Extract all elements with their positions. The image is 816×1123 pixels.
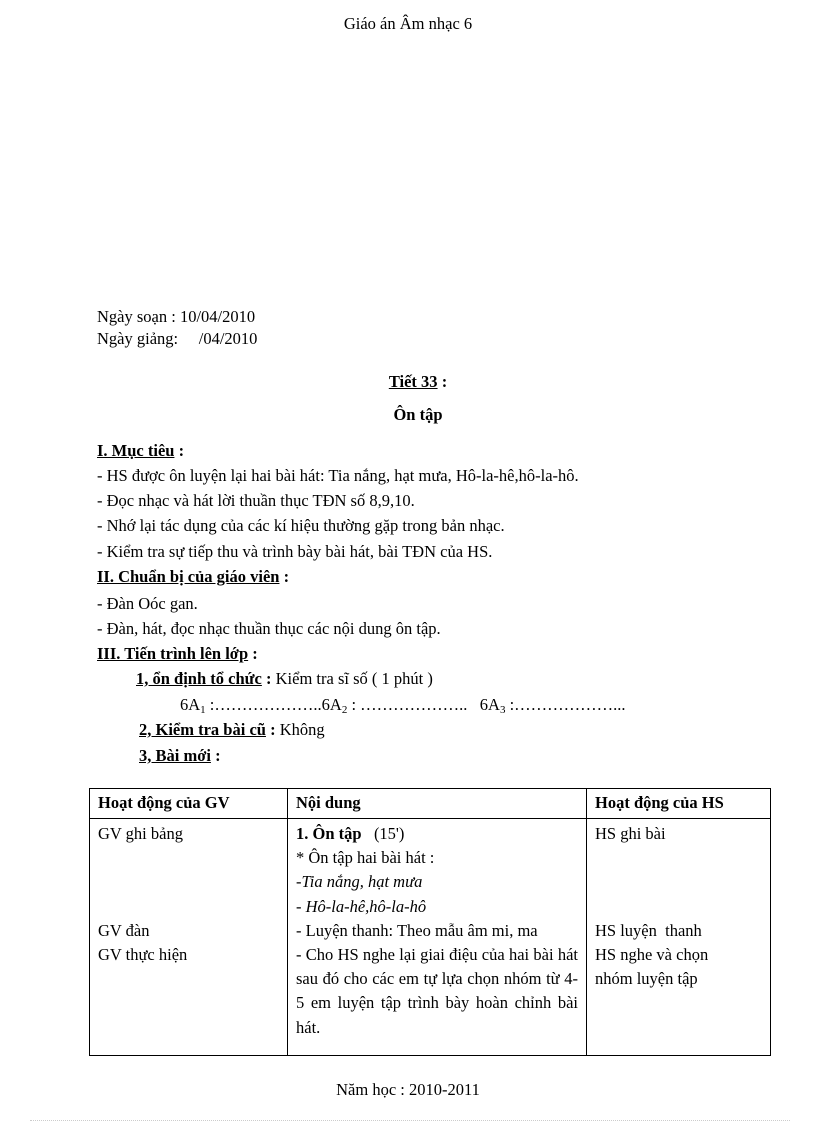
on-dinh-text: Kiểm tra sĩ số ( 1 phút )	[275, 669, 433, 688]
tien-trinh-heading	[97, 644, 258, 664]
muc-tieu-item: - Kiểm tra sự tiếp thu và trình bày bài hát, bài TĐN của HS.	[97, 542, 493, 561]
lesson-table	[89, 788, 771, 1056]
lesson-number-text: Tiết 33	[388, 372, 438, 391]
muc-tieu-item: - Đọc nhạc và hát lời thuần thục TĐN số 8,9,10.	[97, 491, 415, 510]
kiem-tra-label: 2, Kiểm tra bài cũ	[139, 720, 266, 739]
page-bottom-rule	[30, 1120, 790, 1121]
bai-moi-label: 3, Bài mới	[139, 746, 211, 765]
on-dinh-suffix: :	[261, 669, 276, 688]
ngay-giang: Ngày giảng: /04/2010	[97, 329, 258, 348]
gv-line: GV ghi bảng	[98, 824, 183, 843]
hs-cell	[587, 819, 771, 1056]
page-footer: Năm học : 2010-2011	[336, 1080, 480, 1099]
gv-line: GV thực hiện	[98, 945, 188, 964]
class-attendance	[180, 695, 626, 716]
nd-time: (15')	[361, 824, 405, 843]
header-gv: Hoạt động của GV	[90, 789, 288, 819]
muc-tieu-heading	[97, 441, 184, 461]
table-row	[90, 819, 771, 1056]
lesson-number	[0, 372, 816, 392]
page-header: Giáo án Âm nhạc 6	[343, 14, 473, 33]
kiem-tra-bai-cu	[139, 720, 325, 740]
nd-title: 1. Ôn tập	[296, 824, 362, 843]
lesson-number-suffix: :	[437, 372, 448, 391]
noi-dung-cell	[288, 819, 587, 1056]
chuan-bi-item: - Đàn, hát, đọc nhạc thuần thục các nội dung ôn tập.	[97, 619, 441, 638]
nd-song: - Hô-la-hê,hô-la-hô	[296, 896, 427, 916]
chuan-bi-heading-suffix: :	[279, 567, 290, 586]
class-a3-sub: 3	[499, 704, 506, 716]
nd-line: * Ôn tập hai bài hát :	[296, 848, 435, 868]
class-a2-sub: 2	[341, 704, 348, 716]
on-dinh-to-chuc	[136, 669, 433, 689]
kiem-tra-text: Không	[279, 720, 325, 739]
hs-line: HS nghe và chọn	[595, 945, 709, 964]
chuan-bi-heading-text: II. Chuẩn bị của giáo viên	[97, 567, 280, 586]
class-a3-prefix: 6A	[479, 695, 500, 714]
header-noi-dung: Nội dung	[288, 789, 587, 819]
muc-tieu-item: - Nhớ lại tác dụng của các kí hiệu thường gặp trong bản nhạc.	[97, 516, 505, 535]
class-a3	[480, 695, 626, 714]
hs-line: HS luyện thanh	[595, 920, 702, 940]
header-hs: Hoạt động của HS	[587, 789, 771, 819]
tien-trinh-heading-text: III. Tiến trình lên lớp	[97, 644, 249, 663]
class-a1-prefix: 6A	[180, 695, 201, 714]
bai-moi	[139, 746, 221, 766]
nd-line: - Luyện thanh: Theo mẫu âm mi, ma	[296, 920, 538, 940]
muc-tieu-heading-text: I. Mục tiêu	[97, 441, 175, 460]
gv-cell	[90, 819, 288, 1056]
hs-line: HS ghi bài	[595, 824, 666, 843]
ngay-soan: Ngày soạn : 10/04/2010	[97, 307, 256, 326]
class-a1-dots: :………………..	[205, 695, 322, 714]
class-a2	[322, 695, 468, 714]
nd-title-line	[296, 822, 578, 846]
lesson-title: Ôn tập	[393, 405, 443, 424]
class-a1-sub: 1	[200, 704, 206, 716]
class-a1	[180, 695, 322, 714]
bai-moi-suffix: :	[210, 746, 221, 765]
muc-tieu-item: - HS được ôn luyện lại hai bài hát: Tia nắng, hạt mưa, Hô-la-hê,hô-la-hô.	[97, 466, 579, 485]
chuan-bi-heading	[97, 567, 289, 587]
table-header-row	[90, 789, 771, 819]
class-a2-dots: : ………………..	[347, 695, 468, 714]
on-dinh-label: 1, ổn định tổ chức	[136, 669, 262, 688]
muc-tieu-heading-suffix: :	[174, 441, 185, 460]
nd-song: -Tia nắng, hạt mưa	[296, 872, 423, 892]
kiem-tra-suffix: :	[265, 720, 280, 739]
chuan-bi-item: - Đàn Oóc gan.	[97, 594, 198, 613]
class-a3-dots: :………………...	[505, 695, 626, 714]
nd-paragraph: - Cho HS nghe lại giai điệu của hai bài hát sau đó cho các em tự lựa chọn nhóm từ 4-5 em luyện tập trình bày hoàn chỉnh bài hát.	[296, 945, 578, 1037]
hs-line: nhóm luyện tập	[595, 969, 698, 989]
tien-trinh-heading-suffix: :	[248, 644, 258, 663]
gv-line: GV đàn	[98, 920, 150, 940]
class-a2-prefix: 6A	[321, 695, 342, 714]
